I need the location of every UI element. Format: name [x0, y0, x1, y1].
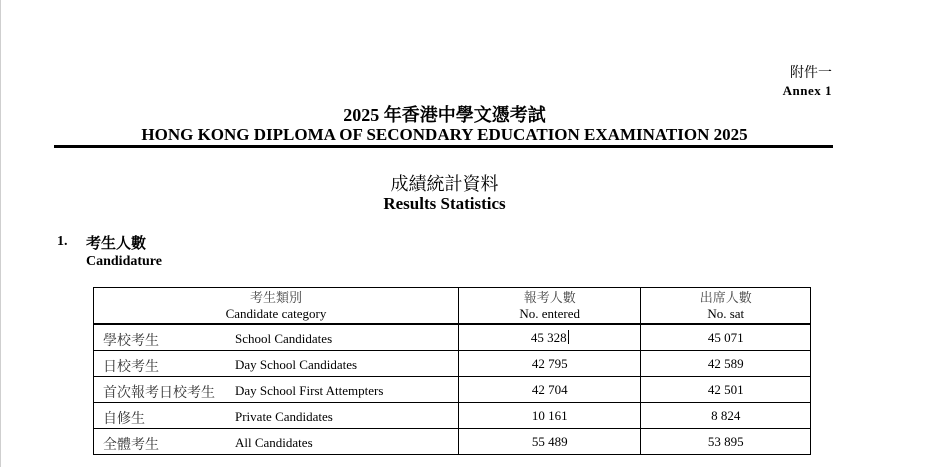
table-row — [94, 403, 811, 429]
category-zh: 日校考生 — [103, 360, 159, 375]
entered-value: 45 328 — [530, 329, 567, 345]
sat-cell — [641, 403, 811, 429]
category-cell — [94, 429, 459, 455]
page-edge — [0, 0, 1, 467]
sat-cell — [641, 377, 811, 403]
header-no-sat — [641, 288, 811, 325]
sat-value: 42 589 — [707, 355, 744, 371]
header-label-zh: 出席人數 — [699, 289, 752, 305]
category-en: Day School First Attempters — [235, 383, 384, 398]
sat-value: 42 501 — [707, 381, 744, 397]
table-header-row — [94, 288, 811, 325]
category-zh: 學校考生 — [103, 334, 159, 349]
page-title-en: HONG KONG DIPLOMA OF SECONDARY EDUCATION EXAMINATION 2025 — [141, 125, 748, 144]
entered-cell — [458, 351, 641, 377]
table-row — [94, 324, 811, 351]
sat-cell — [641, 324, 811, 351]
table-row — [94, 377, 811, 403]
sat-value: 8 824 — [711, 407, 741, 423]
table-row — [94, 351, 811, 377]
header-label-en: Candidate category — [225, 305, 327, 321]
section-number: 1. — [57, 234, 68, 249]
header-label-zh: 考生類別 — [249, 289, 302, 305]
category-en: Private Candidates — [235, 409, 333, 424]
page-title-zh: 2025 年香港中學文憑考試 — [343, 105, 546, 125]
category-zh: 全體考生 — [103, 438, 159, 453]
category-cell — [94, 351, 459, 377]
header-label-en: No. entered — [519, 305, 581, 321]
section-title-zh: 考生人數 — [86, 236, 147, 252]
annex-label-en: Annex 1 — [782, 83, 832, 98]
annex-label-zh: 附件一 — [790, 66, 832, 81]
entered-value: 42 704 — [531, 381, 568, 397]
category-zh: 自修生 — [103, 412, 145, 427]
header-candidate-category — [94, 288, 459, 325]
annex-label — [783, 65, 832, 99]
page-subtitle-zh: 成績統計資料 — [390, 174, 499, 194]
header-no-entered — [458, 288, 641, 325]
category-en: School Candidates — [235, 331, 333, 346]
category-cell — [94, 324, 459, 351]
candidature-table — [93, 287, 811, 455]
sat-cell — [641, 429, 811, 455]
category-cell — [94, 403, 459, 429]
page-subtitle-en: Results Statistics — [383, 194, 506, 213]
entered-cell — [458, 403, 641, 429]
entered-value: 55 489 — [531, 433, 568, 449]
category-cell — [94, 377, 459, 403]
table-row — [94, 429, 811, 455]
category-zh: 首次報考日校考生 — [103, 386, 215, 401]
sat-value: 53 895 — [707, 433, 744, 449]
section-title-en: Candidature — [86, 254, 162, 269]
entered-cell — [458, 324, 641, 351]
entered-value: 10 161 — [531, 407, 568, 423]
category-en: Day School Candidates — [235, 357, 358, 372]
entered-cell — [458, 377, 641, 403]
category-en: All Candidates — [235, 435, 313, 450]
sat-value: 45 071 — [707, 329, 744, 345]
title-divider — [54, 145, 833, 148]
text-cursor — [568, 330, 569, 344]
header-label-en: No. sat — [707, 305, 745, 321]
header-label-zh: 報考人數 — [523, 289, 576, 305]
entered-value: 42 795 — [531, 355, 568, 371]
sat-cell — [641, 351, 811, 377]
entered-cell — [458, 429, 641, 455]
